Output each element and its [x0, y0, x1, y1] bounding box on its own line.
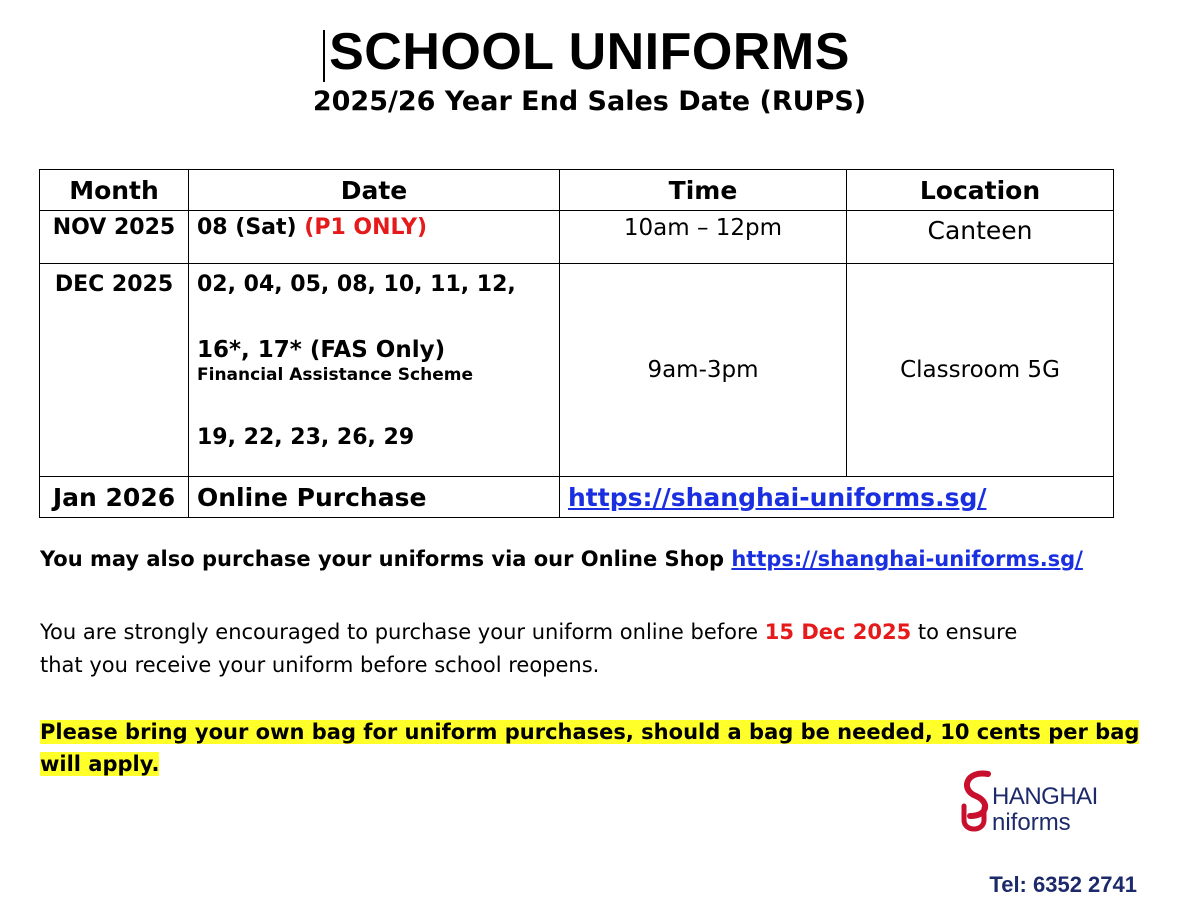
- online-shop-link[interactable]: https://shanghai-uniforms.sg/: [568, 482, 987, 512]
- table-row: [40, 211, 1114, 264]
- online-shop-text: You may also purchase your uniforms via our Online Shop: [40, 547, 725, 571]
- telephone-number: Tel: 6352 2741: [989, 872, 1137, 897]
- location-text: Canteen: [927, 216, 1033, 245]
- sales-schedule-table: [39, 169, 1114, 518]
- encourage-line-2: that you receive your uniform before school reopens.: [40, 653, 600, 677]
- bag-notice-line-2: will apply.: [40, 752, 160, 776]
- location-cell: [847, 264, 1114, 477]
- time-cell: [560, 211, 847, 264]
- date-cell: [189, 211, 560, 264]
- logo-graphic: [958, 768, 1128, 838]
- month-cell: [40, 477, 189, 518]
- column-header-date: Date: [189, 170, 560, 211]
- date-line-3: 19, 22, 23, 26, 29: [197, 425, 415, 450]
- time-text: 10am – 12pm: [623, 215, 783, 241]
- page-title: SCHOOL UNIFORMS: [329, 23, 850, 81]
- column-header-location: Location: [847, 170, 1114, 211]
- column-header-time: Time: [560, 170, 847, 211]
- date-note-p1-only: (P1 ONLY): [304, 215, 428, 240]
- time-text: 9am-3pm: [647, 357, 759, 383]
- date-line-1: 02, 04, 05, 08, 10, 11, 12,: [197, 272, 516, 297]
- date-cell: [189, 477, 560, 518]
- table-header-row: [40, 170, 1114, 211]
- link-cell: [560, 477, 1114, 518]
- encourage-text-pre: You are strongly encouraged to purchase your uniform online before: [40, 620, 759, 644]
- logo-line-1: HANGHAI: [992, 783, 1098, 810]
- page-subtitle: 2025/26 Year End Sales Date (RUPS): [312, 86, 867, 117]
- encourage-paragraph: [40, 616, 1017, 682]
- table-row: [40, 264, 1114, 477]
- fas-note: Financial Assistance Scheme: [197, 365, 474, 385]
- time-cell: [560, 264, 847, 477]
- month-text: DEC 2025: [54, 272, 174, 297]
- table-row: [40, 477, 1114, 518]
- logo-line-2: niforms: [992, 809, 1071, 836]
- month-text: NOV 2025: [52, 215, 176, 240]
- shanghai-uniforms-logo: [958, 768, 1128, 838]
- encourage-text-post: to ensure: [917, 620, 1018, 644]
- month-text: Jan 2026: [52, 482, 176, 512]
- bag-notice-line-1: Please bring your own bag for uniform purchases, should a bag be needed, 10 cents per bag: [40, 720, 1140, 744]
- online-shop-note-link[interactable]: https://shanghai-uniforms.sg/: [731, 547, 1083, 571]
- location-cell: [847, 211, 1114, 264]
- location-text: Classroom 5G: [900, 357, 1060, 383]
- date-text-wrap: [197, 215, 551, 240]
- month-cell: [40, 211, 189, 264]
- date-text: Online Purchase: [197, 482, 427, 512]
- online-shop-note: [40, 547, 1083, 571]
- date-cell: [189, 264, 560, 477]
- month-cell: [40, 264, 189, 477]
- deadline-date: 15 Dec 2025: [764, 620, 912, 644]
- date-text: 08 (Sat): [197, 215, 297, 240]
- date-line-2: 16*, 17* (FAS Only): [197, 337, 446, 363]
- column-header-month: Month: [40, 170, 189, 211]
